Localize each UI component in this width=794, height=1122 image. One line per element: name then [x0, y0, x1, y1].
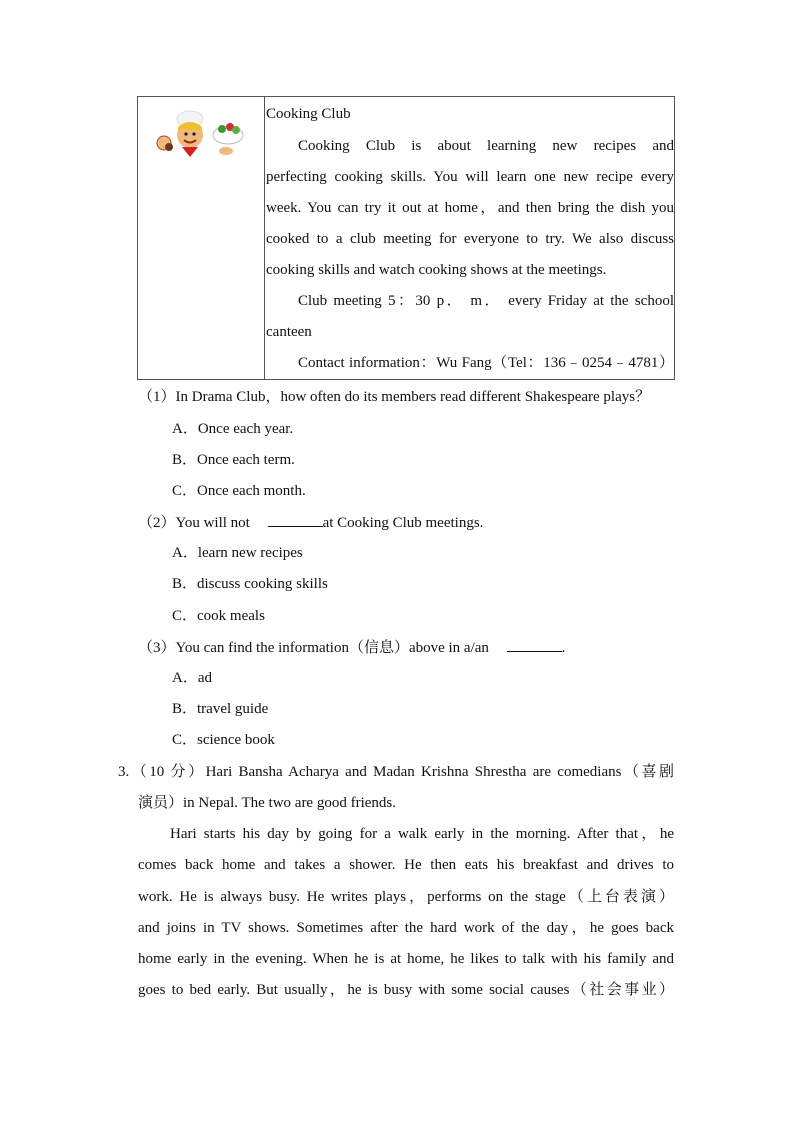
passage-line: work. He is always busy. He writes plays，performs on the stage（上台表演）	[138, 889, 674, 905]
question-3-stem-before: （3）You can find the information（信息）above in a/an	[138, 640, 493, 656]
question-1-option-a[interactable]: A．Once each year.	[172, 421, 294, 437]
passage-line: and joins in TV shows. Sometimes after the hard work of the day，he goes back	[138, 920, 674, 936]
answer-blank	[268, 512, 323, 527]
question-2-option-c[interactable]: C．cook meals	[172, 608, 265, 624]
question-3-stem	[138, 637, 565, 657]
club-text-line: Cooking Club is about learning new recipes and	[298, 138, 674, 154]
passage-line: Hari starts his day by going for a walk early in the morning. After that，he	[170, 826, 674, 842]
question-2-stem-after: at Cooking Club meetings.	[322, 515, 484, 531]
club-text-line: perfecting cooking skills. You will learn one new recipe every	[266, 169, 674, 185]
question-3-option-c[interactable]: C．science book	[172, 732, 275, 748]
passage-header: 演员）in Nepal. The two are good friends.	[138, 795, 396, 811]
question-1-stem: （1）In Drama Club，how often do its members read different Shakespeare plays？	[138, 389, 651, 405]
passage-line: comes back home and takes a shower. He then eats his breakfast and drives to	[138, 857, 674, 873]
club-text-line: cooked to a club meeting for everyone to try. We also discuss	[266, 231, 674, 247]
club-meeting-time: Club meeting 5：30 p． m． every Friday at the school	[298, 293, 674, 309]
club-text-line: week. You can try it out at home，and then bring the dish you	[266, 200, 674, 216]
club-meeting-place: canteen	[266, 324, 312, 340]
club-title: Cooking Club	[266, 106, 351, 122]
table-divider	[264, 97, 265, 379]
question-2-option-b[interactable]: B．discuss cooking skills	[172, 576, 328, 592]
question-3-option-a[interactable]: A．ad	[172, 670, 212, 686]
passage-header: 3.（10 分）Hari Bansha Acharya and Madan Krishna Shrestha are comedians（喜剧	[118, 764, 674, 780]
question-2-option-a[interactable]: A．learn new recipes	[172, 545, 303, 561]
club-contact: Contact information：Wu Fang（Tel：136﹣0254﹣4781）	[298, 355, 674, 371]
club-text-line: cooking skills and watch cooking shows at the meetings.	[266, 262, 607, 278]
question-1-option-b[interactable]: B．Once each term.	[172, 452, 295, 468]
passage-line: goes to bed early. But usually，he is busy with some social causes（社会事业）	[138, 982, 674, 998]
answer-blank	[507, 637, 562, 652]
question-1-option-c[interactable]: C．Once each month.	[172, 483, 306, 499]
question-2-stem	[138, 512, 483, 532]
question-3-option-b[interactable]: B．travel guide	[172, 701, 269, 717]
question-2-stem-before: （2）You will not	[138, 515, 254, 531]
passage-line: home early in the evening. When he is at home, he likes to talk with his family and	[138, 951, 674, 967]
chef-illustration	[150, 109, 254, 169]
question-3-stem-after: .	[561, 640, 566, 656]
